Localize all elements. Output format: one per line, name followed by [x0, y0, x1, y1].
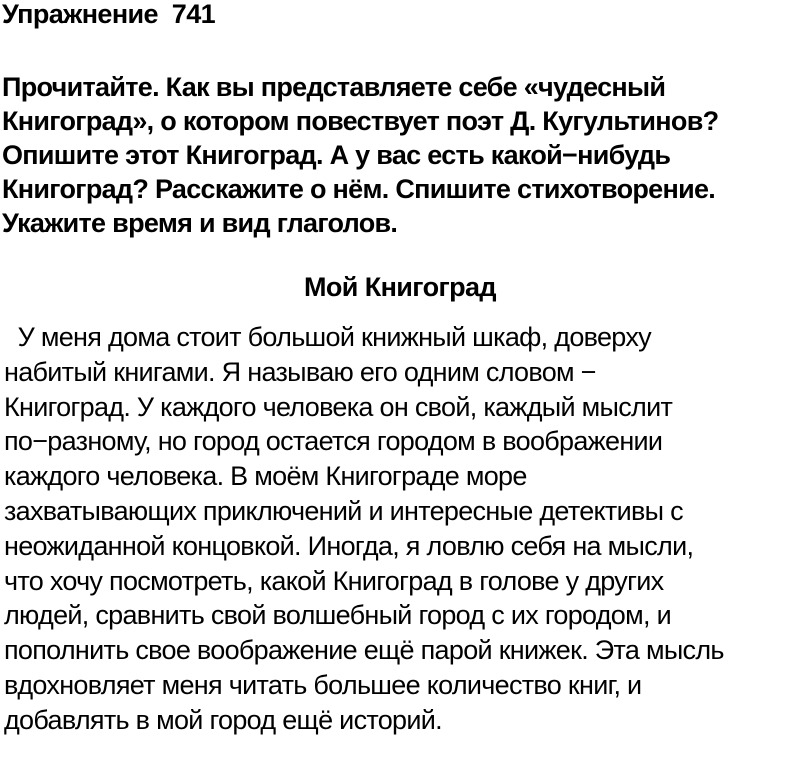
task-instructions [2, 70, 800, 240]
story-line: что хочу посмотреть, какой Книгоград в голове у других [4, 565, 664, 596]
task-line: Прочитайте. Как вы представляете себе «чудесный [2, 72, 666, 102]
story-line: вдохновляет меня читать большее количество книг, и [4, 669, 642, 700]
story-line: Книгоград. У каждого человека он свой, каждый мыслит [4, 391, 673, 422]
task-line: Книгоград», о котором повествует поэт Д. Кугультинов? [2, 106, 719, 136]
story-line: людей, сравнить свой волшебный город с их городом, и [4, 600, 671, 631]
story-line: неожиданной концовкой. Иногда, я ловлю себя на мысли, [4, 530, 694, 561]
story-body [4, 320, 800, 738]
story-line: по−разному, но город остается городом в воображении [4, 426, 663, 457]
task-line: Укажите время и вид глаголов. [2, 208, 398, 238]
task-line: Книгоград? Расскажите о нём. Спишите стихотворение. [2, 174, 716, 204]
story-line: каждого человека. В моём Книгограде море [4, 461, 527, 492]
story-line: захватывающих приключений и интересные детективы с [4, 495, 683, 526]
task-line: Опишите этот Книгоград. А у вас есть какой−нибудь [2, 140, 671, 170]
story-line: пополнить свое воображение ещё парой книжек. Эта мысль [4, 635, 724, 666]
story-title: Мой Книгоград [304, 272, 496, 302]
story-line: У меня дома стоит большой книжный шкаф, доверху [4, 322, 651, 352]
exercise-title: Упражнение 741 [2, 0, 216, 29]
story-line: набитый книгами. Я называю его одним словом − [4, 356, 596, 387]
story-line: добавлять в мой город ещё историй. [4, 704, 442, 735]
